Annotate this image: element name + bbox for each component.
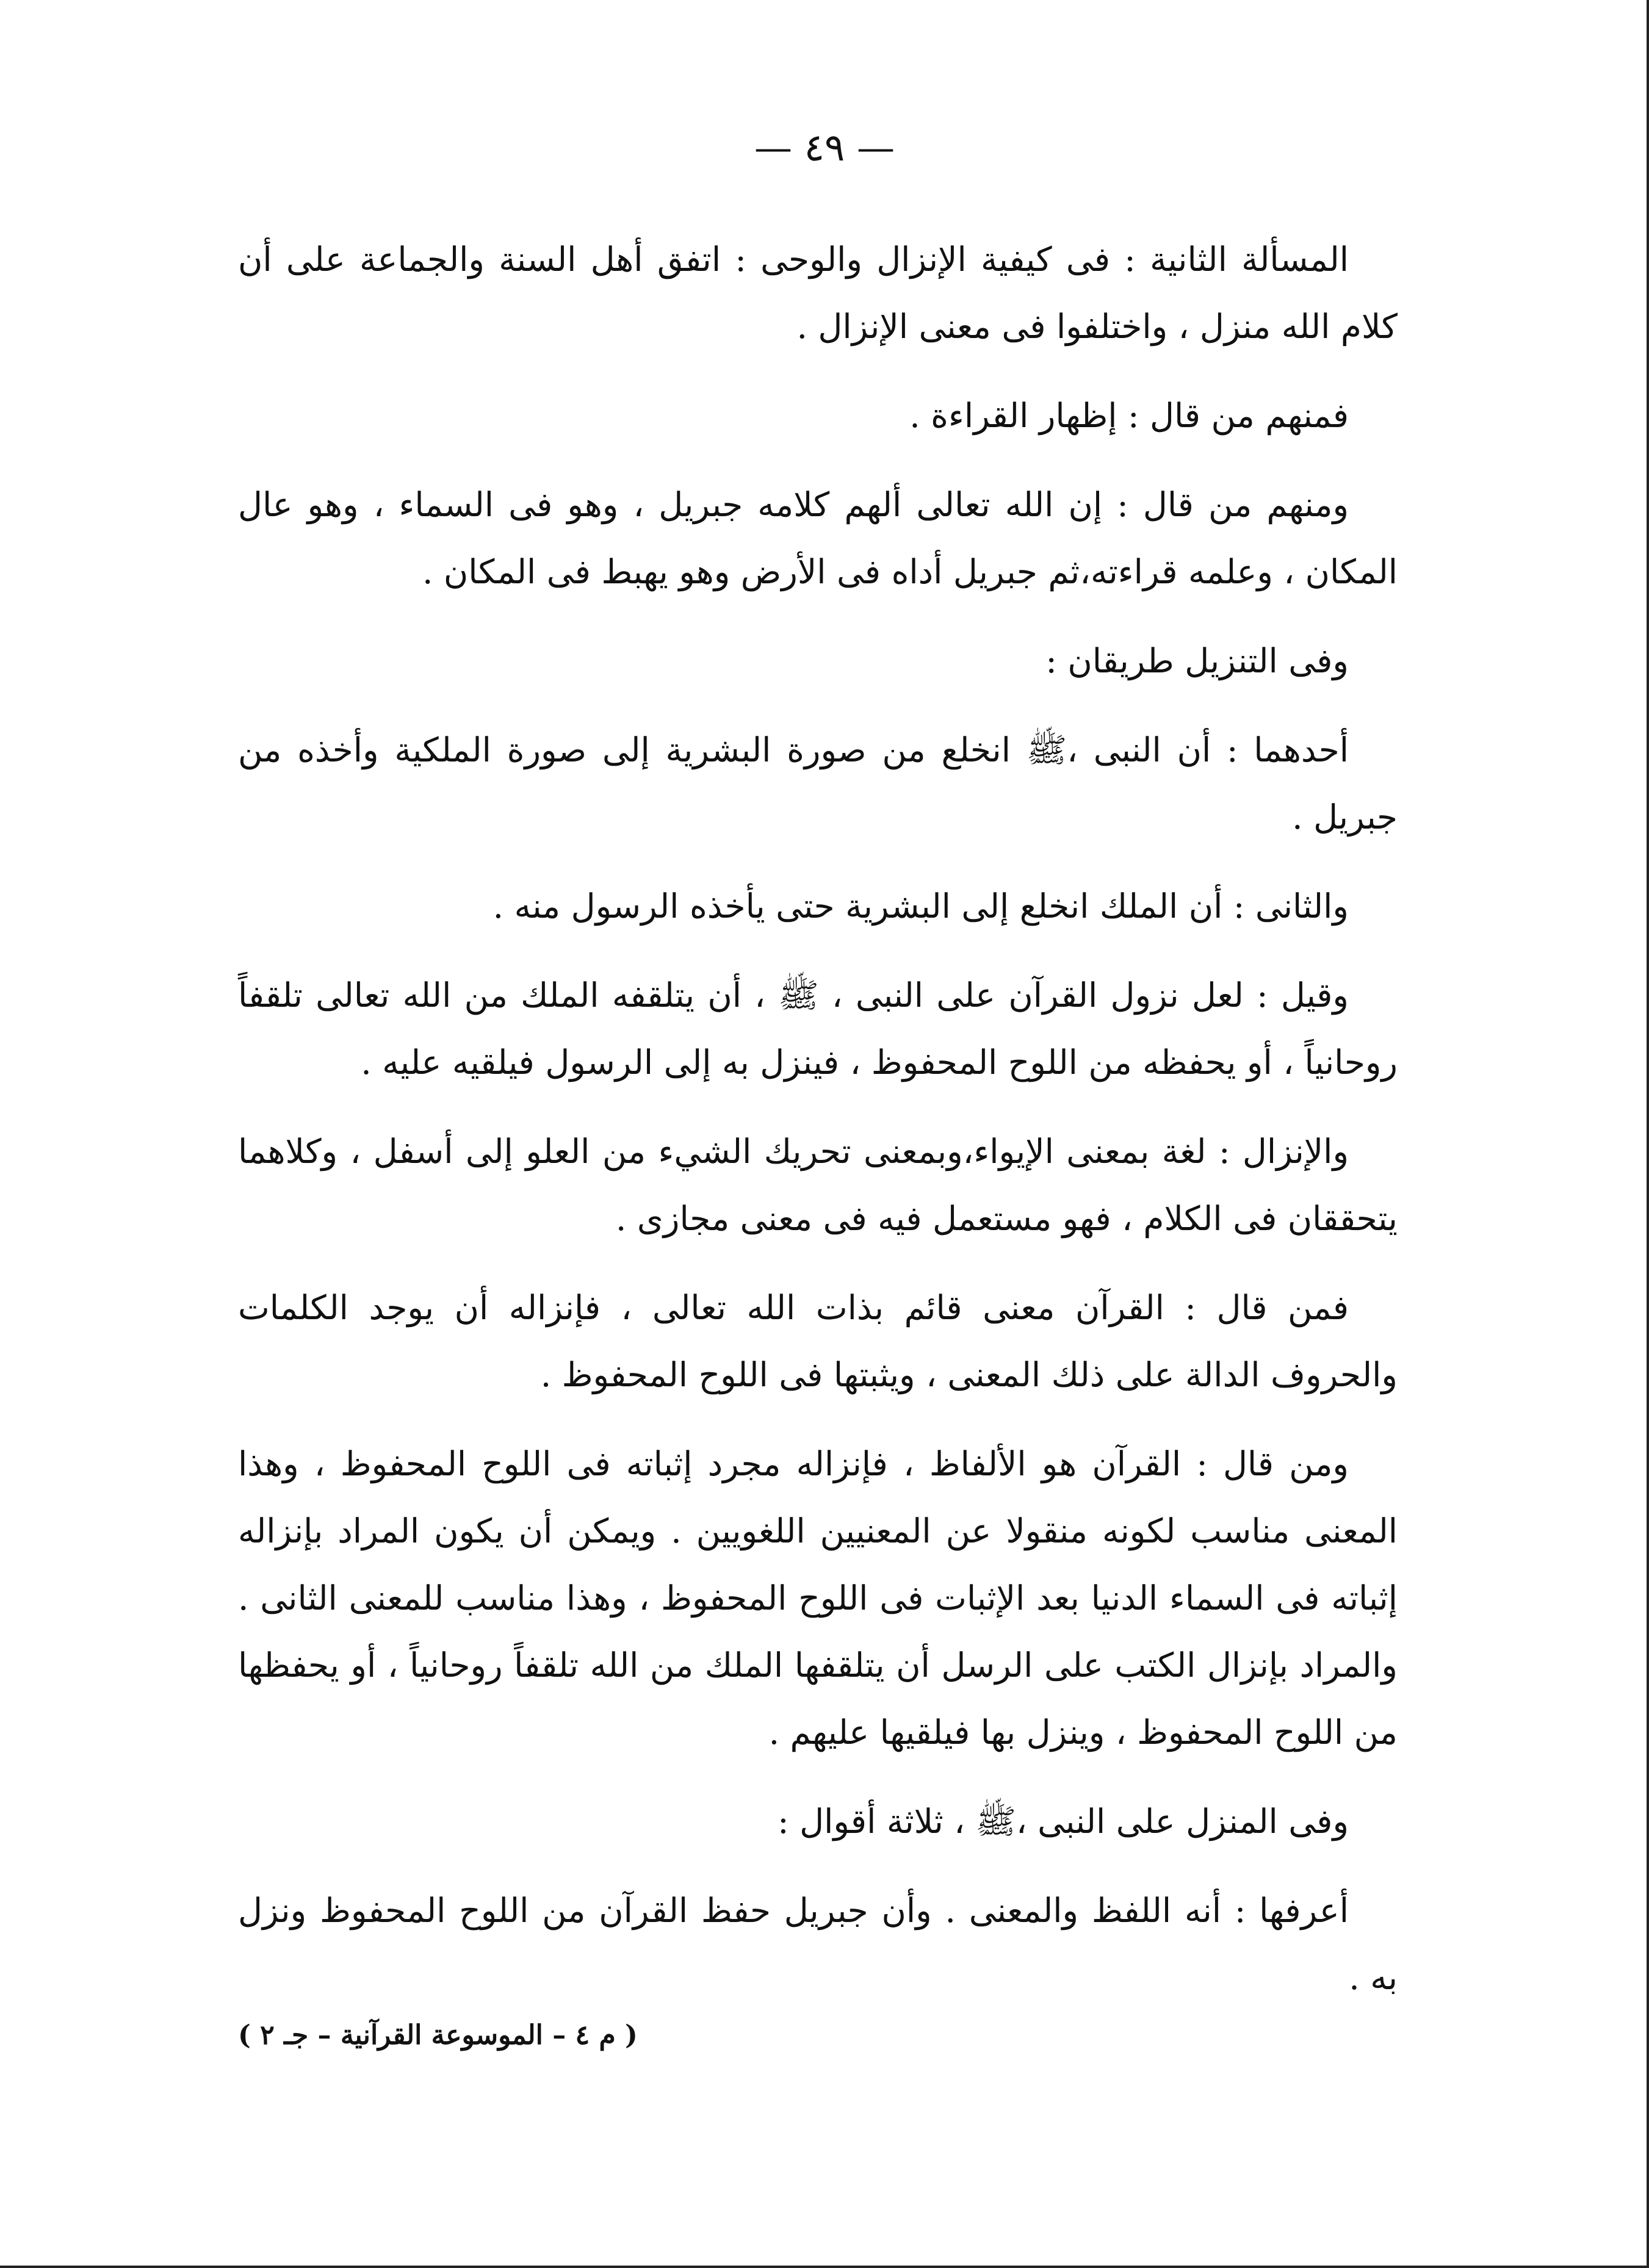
scan-bottom-edge bbox=[0, 2266, 1649, 2268]
paragraph-three-sayings: وفى المنزل على النبى ،ﷺ ، ثلاثة أقوال : bbox=[778, 1802, 1349, 1841]
scan-right-edge bbox=[1647, 0, 1649, 2268]
footer-signature bbox=[238, 2020, 1398, 2051]
paragraph-meaning: فمن قال : القرآن معنى قائم بذات الله تعالى ، فإنزاله أن يوجد الكلمات والحروف الدالة على ذلك المعنى ، ويثبتها فى اللوح المحفوظ . bbox=[238, 1288, 1398, 1394]
paragraph-second-way: والثانى : أن الملك انخلع إلى البشرية حتى يأخذه الرسول منه . bbox=[493, 887, 1349, 926]
footer-text: ( م ٤ – الموسوعة القرآنية – جـ ٢ ) bbox=[238, 2020, 638, 2051]
body-text bbox=[238, 226, 1398, 2033]
paragraph-inspiration: ومنهم من قال : إن الله تعالى ألهم كلامه جبريل ، وهو فى السماء ، وهو عال المكان ، وعلمه قراءته،ثم جبريل أداه فى الأرض وهو يهبط فى المكان . bbox=[238, 485, 1398, 591]
paragraph-said: وقيل : لعل نزول القرآن على النبى ، ﷺ ، أن يتلقفه الملك من الله تعالى تلقفاً روحانياً ، أو يحفظه من اللوح المحفوظ ، فينزل به إلى الرسول فيلقيه عليه . bbox=[238, 976, 1398, 1082]
paragraph-two-ways: وفى التنزيل طريقان : bbox=[1045, 641, 1349, 680]
paragraph-inzal-definition: والإنزال : لغة بمعنى الإيواء،وبمعنى تحريك الشيء من العلو إلى أسفل ، وكلاهما يتحققان فى الكلام ، فهو مستعمل فيه فى معنى مجازى . bbox=[238, 1132, 1398, 1238]
paragraph-reading: فمنهم من قال : إظهار القراءة . bbox=[909, 396, 1349, 435]
paragraph-first-way: أحدهما : أن النبى ،ﷺ انخلع من صورة البشرية إلى صورة الملكية وأخذه من جبريل . bbox=[238, 730, 1398, 837]
paragraph-issue-two: المسألة الثانية : فى كيفية الإنزال والوحى : اتفق أهل السنة والجماعة على أن كلام الله منزل ، واختلفوا فى معنى الإنزال . bbox=[238, 240, 1398, 346]
paragraph-most-known: أعرفها : أنه اللفظ والمعنى . وأن جبريل حفظ القرآن من اللوح المحفوظ ونزل به . bbox=[238, 1891, 1398, 1997]
page-number: — ٤٩ — bbox=[754, 125, 895, 170]
paragraph-words: ومن قال : القرآن هو الألفاظ ، فإنزاله مجرد إثباته فى اللوح المحفوظ ، وهذا المعنى مناسب لكونه منقولا عن المعنيين اللغويين . ويمكن أن يكون المراد بإنزاله إثباته فى السماء الدنيا بعد الإثبات فى اللوح المحفوظ ، وهذا مناسب للمعنى الثانى . والمراد بإنزال الكتب على الرسل أن يتلقفها الملك من الله تلقفاً روحانياً ، أو يحفظها من اللوح المحفوظ ، وينزل بها فيلقيها عليهم . bbox=[238, 1444, 1398, 1752]
